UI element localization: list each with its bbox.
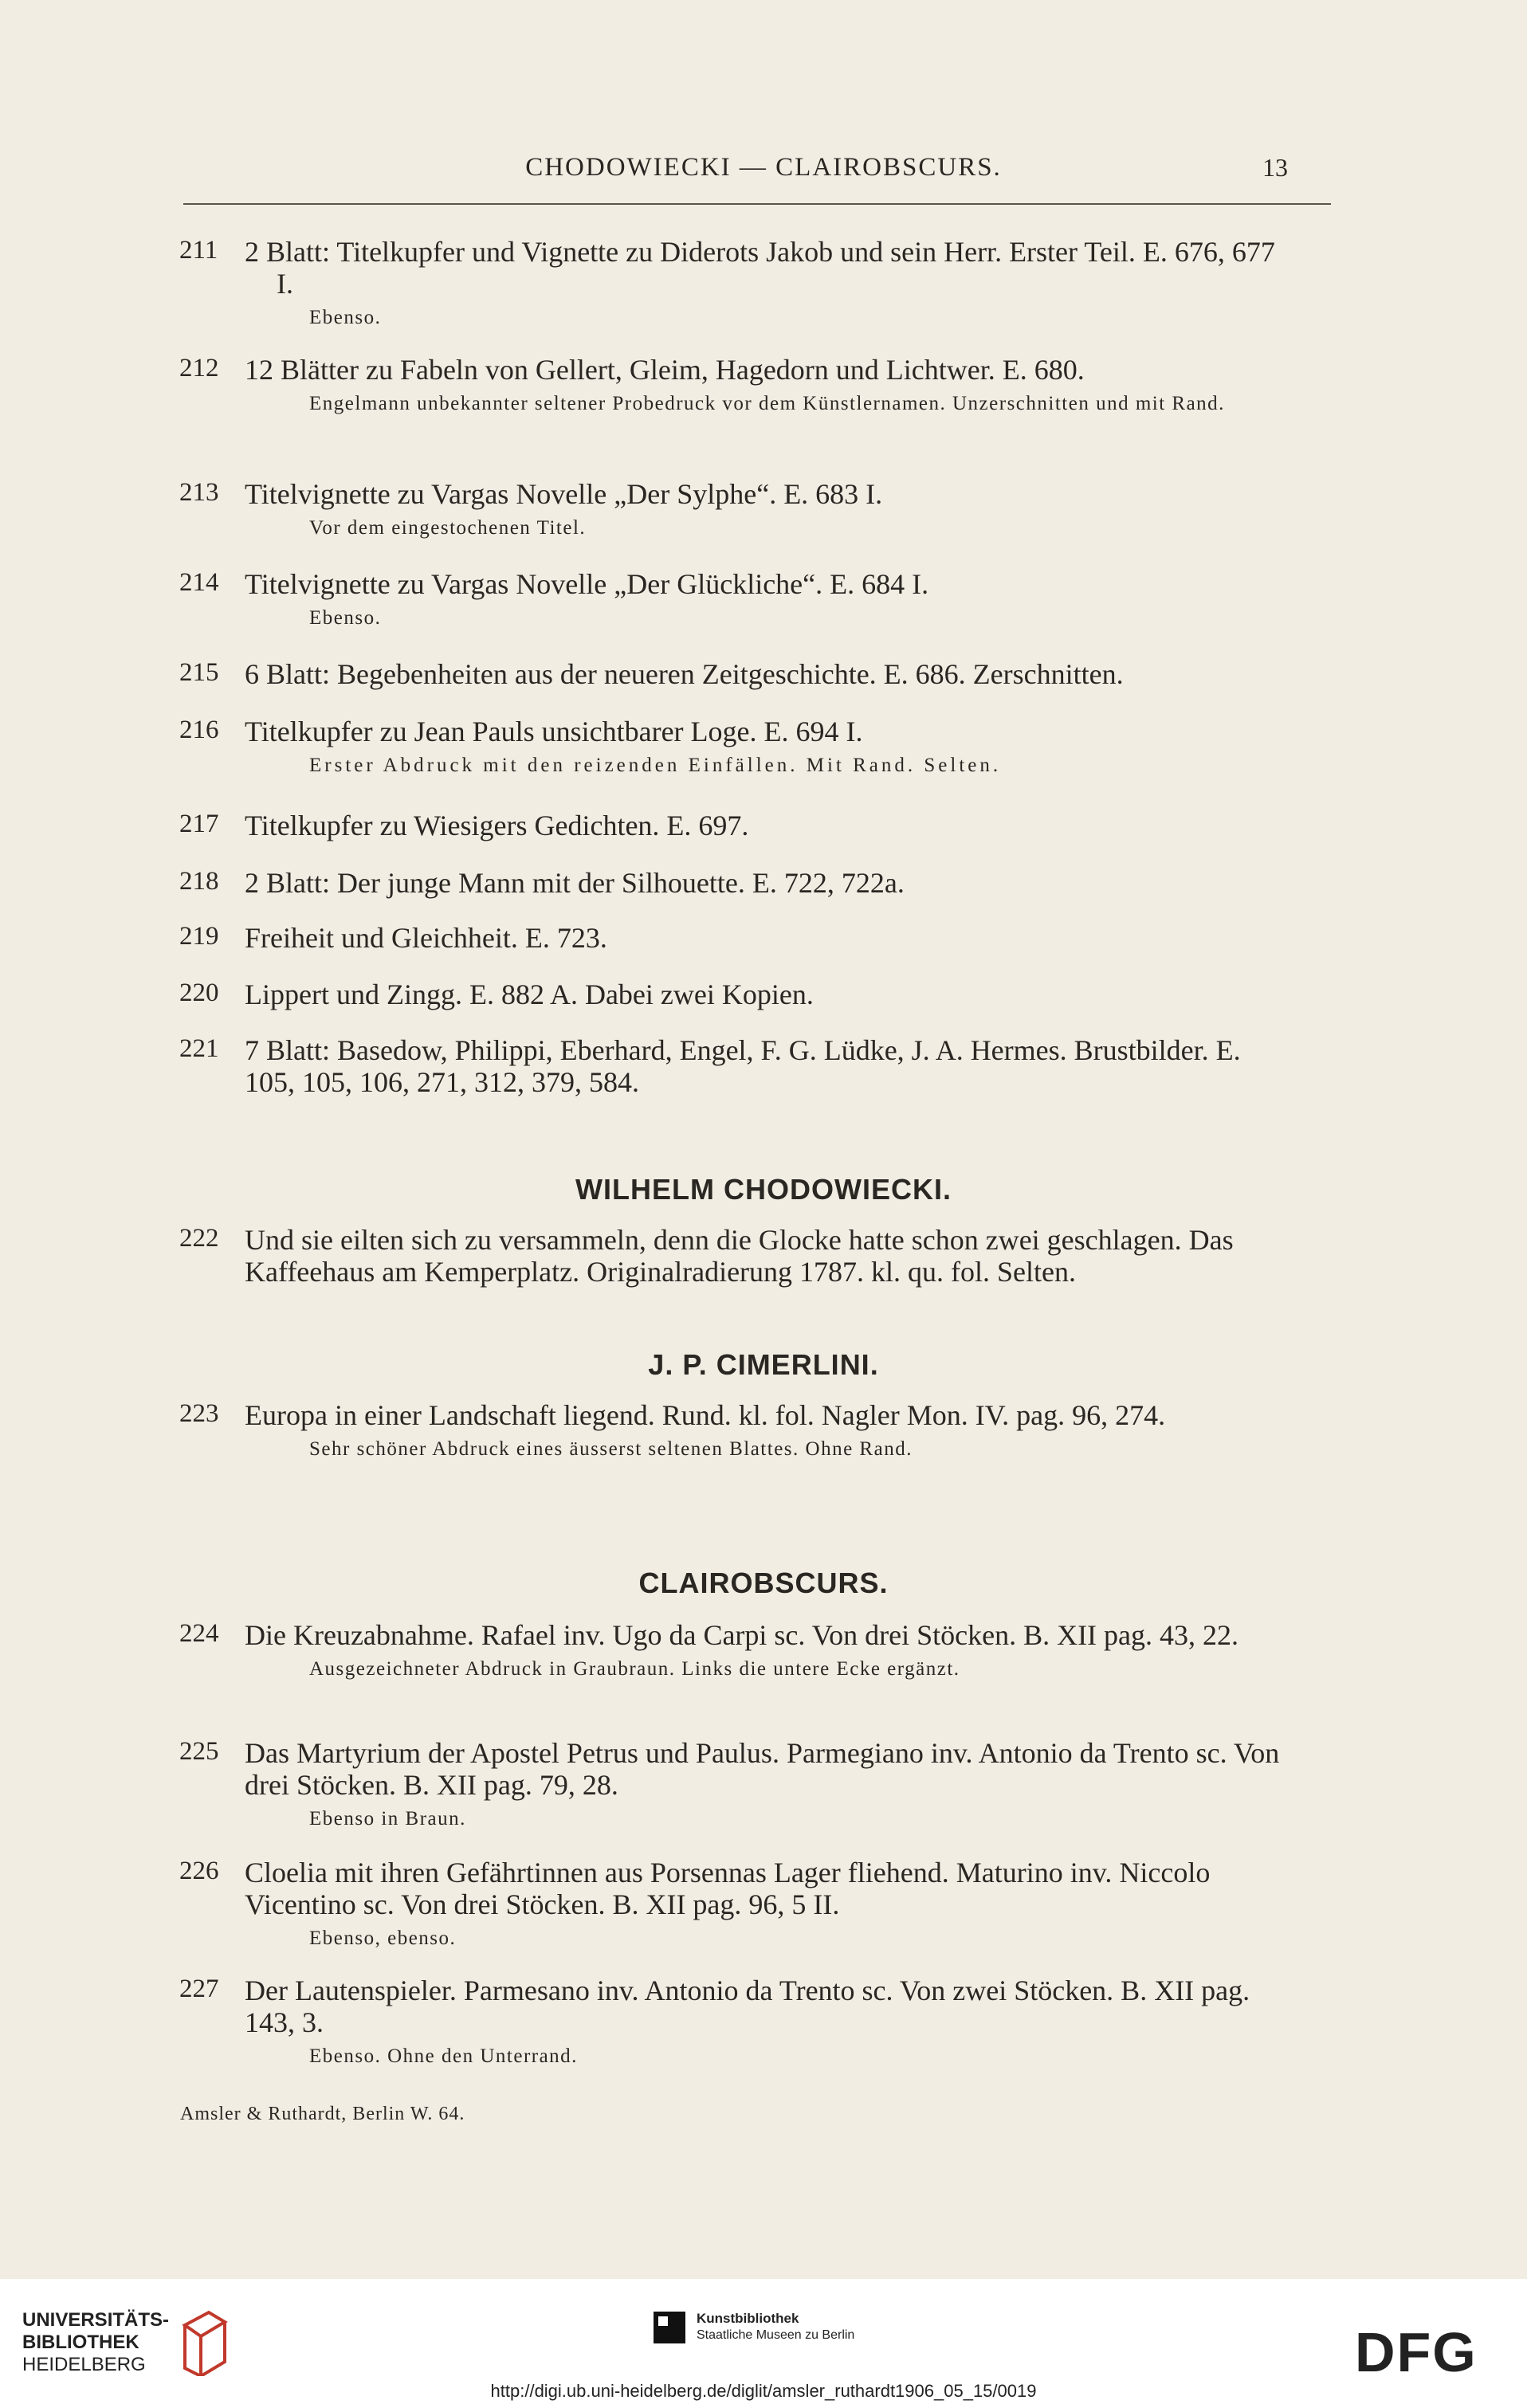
catalog-entry [179, 658, 1295, 690]
catalog-entry [179, 716, 1295, 779]
entry-number: 219 [179, 922, 219, 951]
page-number: 13 [1262, 153, 1288, 182]
entry-note: Ebenso in Braun. [309, 1808, 466, 1830]
entry-title: 2 Blatt: Der junge Mann mit der Silhouette. E. 722, 722a. [245, 867, 905, 899]
entry-title: Titelvignette zu Vargas Novelle „Der Glückliche“. E. 684 I. [245, 568, 929, 600]
catalog-entry [179, 810, 1295, 841]
entry-number: 214 [179, 568, 219, 597]
entry-note: Ebenso. [309, 607, 382, 629]
entry-number: 218 [179, 867, 219, 896]
catalog-entry [179, 978, 1295, 1010]
entry-title: Europa in einer Landschaft liegend. Rund. kl. fol. Nagler Mon. IV. pag. 96, 274. [245, 1399, 1166, 1431]
digitization-footer [0, 2279, 1527, 2408]
section-heading: J. P. CIMERLINI. [648, 1348, 879, 1381]
source-url-link[interactable]: http://digi.ub.uni-heidelberg.de/diglit/amsler_ruthardt1906_05_15/0019 [490, 2381, 1037, 2401]
header-rule [183, 203, 1331, 205]
catalog-entry [179, 1224, 1295, 1288]
entry-number: 223 [179, 1399, 219, 1428]
entry-number: 221 [179, 1034, 219, 1063]
entry-title: 12 Blätter zu Fabeln von Gellert, Gleim, Hagedorn und Lichtwer. E. 680. [245, 354, 1085, 386]
entry-note: Sehr schöner Abdruck eines äusserst seltenen Blattes. Ohne Rand. [309, 1438, 913, 1460]
entry-title: Freiheit und Gleichheit. E. 723. [245, 922, 607, 954]
catalog-entry [179, 1619, 1295, 1683]
kunstbibliothek-icon [654, 2312, 685, 2343]
catalog-entry [179, 1034, 1295, 1098]
catalog-entry [179, 1857, 1295, 1952]
entry-number: 216 [179, 716, 219, 744]
entry-note: Ebenso. [309, 307, 382, 328]
entry-note: Erster Abdruck mit den reizenden Einfällen. Mit Rand. Selten. [309, 755, 1002, 776]
entry-number: 220 [179, 978, 219, 1007]
entry-number: 217 [179, 810, 219, 838]
entry-title: Titelvignette zu Vargas Novelle „Der Sylphe“. E. 683 I. [245, 478, 883, 510]
entry-number: 215 [179, 658, 219, 687]
entry-number: 226 [179, 1857, 219, 1885]
catalog-entry [179, 568, 1295, 632]
catalog-entry [179, 236, 1295, 331]
kunstbibliothek-logo[interactable] [654, 2311, 854, 2343]
entry-number: 225 [179, 1737, 219, 1766]
section-heading: WILHELM CHODOWIECKI. [575, 1173, 952, 1206]
university-line-3: HEIDELBERG [22, 2354, 146, 2375]
entry-title: Und sie eilten sich zu versammeln, denn die Glocke hatte schon zwei geschlagen. Das Kaffeehaus am Kemperplatz. Originalradierung 1787. kl. qu. fol. Selten. [245, 1224, 1234, 1288]
entry-note: Engelmann unbekannter seltener Probedruck vor dem Künstlernamen. Unzerschnitten und mit Rand. [309, 393, 1225, 414]
entry-note: Ebenso, ebenso. [309, 1928, 457, 1949]
university-line-2: BIBLIOTHEK [22, 2332, 139, 2353]
kunstbibliothek-name: Kunstbibliothek [697, 2311, 799, 2326]
dfg-logo[interactable]: DFG [1355, 2321, 1478, 2383]
entry-title: Cloelia mit ihren Gefährtinnen aus Porsennas Lager fliehend. Maturino inv. Niccolo Vicentino sc. Von drei Stöcken. B. XII pag. 96, 5 II. [245, 1857, 1211, 1920]
running-head: CHODOWIECKI — CLAIROBSCURS. [525, 153, 1002, 182]
entry-number: 211 [179, 236, 218, 265]
catalog-entry [179, 1737, 1295, 1833]
entry-title: 2 Blatt: Titelkupfer und Vignette zu Diderots Jakob und sein Herr. Erster Teil. E. 676, 677 I. [245, 236, 1275, 300]
catalog-entry [179, 1975, 1295, 2070]
entry-title: Titelkupfer zu Wiesigers Gedichten. E. 697. [245, 810, 749, 841]
catalog-entry [179, 478, 1295, 542]
catalog-entry [179, 354, 1295, 418]
section-heading: CLAIROBSCURS. [638, 1567, 889, 1599]
catalog-entry [179, 922, 1295, 954]
university-library-logo[interactable] [22, 2309, 233, 2376]
entry-title: Das Martyrium der Apostel Petrus und Paulus. Parmegiano inv. Antonio da Trento sc. Von drei Stöcken. B. XII pag. 79, 28. [245, 1737, 1280, 1801]
entry-note: Vor dem eingestochenen Titel. [309, 517, 587, 539]
university-line-1: UNIVERSITÄTS- [22, 2309, 170, 2331]
entry-title: 7 Blatt: Basedow, Philippi, Eberhard, Engel, F. G. Lüdke, J. A. Hermes. Brustbilder. E. 105, 105, 106, 271, 312, 379, 584. [245, 1034, 1241, 1098]
entry-number: 222 [179, 1224, 219, 1253]
entry-note: Ebenso. Ohne den Unterrand. [309, 2045, 578, 2067]
kunstbibliothek-subtitle: Staatliche Museen zu Berlin [697, 2328, 855, 2342]
entry-number: 224 [179, 1619, 219, 1648]
entry-number: 213 [179, 478, 219, 507]
book-icon [177, 2309, 233, 2376]
entry-note: Ausgezeichneter Abdruck in Graubraun. Links die untere Ecke ergänzt. [309, 1658, 960, 1680]
entry-title: Die Kreuzabnahme. Rafael inv. Ugo da Carpi sc. Von drei Stöcken. B. XII pag. 43, 22. [245, 1619, 1239, 1651]
entry-title: 6 Blatt: Begebenheiten aus der neueren Zeitgeschichte. E. 686. Zerschnitten. [245, 658, 1124, 690]
entry-title: Lippert und Zingg. E. 882 A. Dabei zwei Kopien. [245, 978, 814, 1010]
publisher-imprint: Amsler & Ruthardt, Berlin W. 64. [180, 2104, 465, 2124]
entry-title: Titelkupfer zu Jean Pauls unsichtbarer Loge. E. 694 I. [245, 716, 863, 747]
catalog-entry [179, 867, 1295, 899]
catalog-entry [179, 1399, 1295, 1463]
entry-number: 212 [179, 354, 219, 382]
entry-number: 227 [179, 1975, 219, 2003]
entry-title: Der Lautenspieler. Parmesano inv. Antonio da Trento sc. Von zwei Stöcken. B. XII pag. 143, 3. [245, 1975, 1250, 2038]
